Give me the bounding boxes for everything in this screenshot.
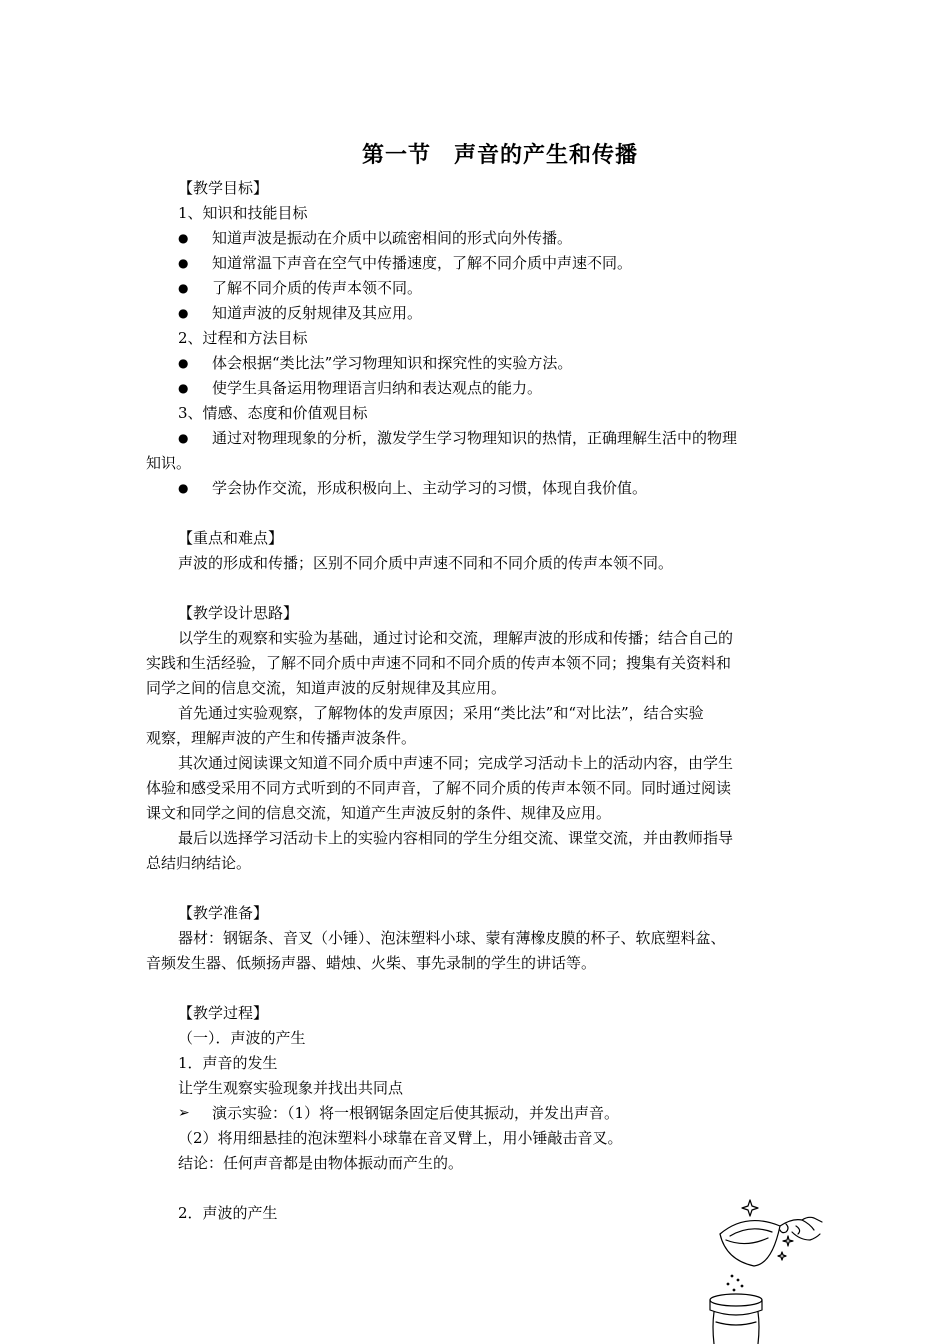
process-objectives-heading: 2、过程和方法目标 (178, 329, 308, 347)
emotion-item-2: 学会协作交流，形成积极向上、主动学习的习惯，体现自我价值。 (212, 479, 648, 497)
process-sub-2: 2．声波的产生 (178, 1204, 278, 1222)
arrow-bullet-icon: ➢ (178, 1105, 190, 1121)
objectives-heading: 【教学目标】 (178, 179, 269, 197)
bullet-icon: ● (178, 306, 189, 320)
bullet-icon: ● (178, 481, 189, 495)
preparation-line-2: 音频发生器、低频扬声器、蜡烛、火柴、事先录制的学生的讲话等。 (146, 954, 597, 972)
bullet-icon: ● (178, 231, 189, 245)
bullet-icon: ● (178, 281, 189, 295)
design-heading: 【教学设计思路】 (178, 604, 299, 622)
emotion-item-1-line-1: 通过对物理现象的分析，激发学生学习物理知识的热情，正确理解生活中的物理 (212, 429, 738, 447)
process-heading: 【教学过程】 (178, 1004, 269, 1022)
preparation-heading: 【教学准备】 (178, 904, 269, 922)
design-p3-line-1: 其次通过阅读课文知道不同介质中声速不同；完成学习活动卡上的活动内容，由学生 (178, 754, 734, 772)
knowledge-item-3: 了解不同介质的传声本领不同。 (212, 279, 423, 297)
knowledge-objectives-heading: 1、知识和技能目标 (178, 204, 308, 222)
bullet-icon: ● (178, 256, 189, 270)
document-title: 第一节 声音的产生和传播 (361, 143, 638, 168)
process-observe: 让学生观察实验现象并找出共同点 (178, 1079, 404, 1097)
knowledge-item-2: 知道常温下声音在空气中传播速度，了解不同介质中声速不同。 (212, 254, 633, 272)
process-part-1: （一）．声波的产生 (178, 1029, 306, 1047)
design-p3-line-2: 体验和感受采用不同方式听到的不同声音，了解不同介质的传声本领不同。同时通过阅读 (146, 779, 732, 797)
design-p2-line-1: 首先通过实验观察，了解物体的发声原因；采用“类比法”和“对比法”，结合实验 (178, 704, 704, 722)
knowledge-item-1: 知道声波是振动在介质中以疏密相间的形式向外传播。 (212, 229, 573, 247)
emotion-item-1-line-2: 知识。 (146, 454, 192, 472)
design-p4-line-2: 总结归纳结论。 (146, 854, 252, 872)
knowledge-item-4: 知道声波的反射规律及其应用。 (212, 304, 423, 322)
key-points-heading: 【重点和难点】 (178, 529, 284, 547)
design-p3-line-3: 课文和同学之间的信息交流，知道产生声波反射的条件、规律及应用。 (146, 804, 612, 822)
design-p2-line-2: 观察，理解声波的产生和传播声波条件。 (146, 729, 417, 747)
process-demo-1: 演示实验：（1）将一根钢锯条固定后使其振动，并发出声音。 (212, 1104, 620, 1122)
process-conclusion: 结论：任何声音都是由物体振动而产生的。 (178, 1154, 464, 1172)
design-p1-line-1: 以学生的观察和实验为基础，通过讨论和交流，理解声波的形成和传播；结合自己的 (178, 629, 734, 647)
process-item-1: 体会根据“类比法”学习物理知识和探究性的实验方法。 (212, 354, 573, 372)
bullet-icon: ● (178, 356, 189, 370)
bullet-icon: ● (178, 381, 189, 395)
design-p1-line-3: 同学之间的信息交流，知道声波的反射规律及其应用。 (146, 679, 507, 697)
experiment-illustration (706, 1196, 836, 1344)
design-p4-line-1: 最后以选择学习活动卡上的实验内容相同的学生分组交流、课堂交流，并由教师指导 (178, 829, 734, 847)
key-points-text: 声波的形成和传播；区别不同介质中声速不同和不同介质的传声本领不同。 (178, 554, 674, 572)
emotion-objectives-heading: 3、情感、态度和价值观目标 (178, 404, 368, 422)
process-demo-2: （2）将用细悬挂的泡沫塑料小球靠在音叉臂上，用小锤敲击音叉。 (178, 1129, 623, 1147)
bullet-icon: ● (178, 431, 189, 445)
preparation-line-1: 器材：钢锯条、音叉（小锤）、泡沫塑料小球、蒙有薄橡皮膜的杯子、软底塑料盆、 (178, 929, 726, 947)
design-p1-line-2: 实践和生活经验，了解不同介质中声速不同和不同介质的传声本领不同；搜集有关资料和 (146, 654, 732, 672)
process-sub-1: 1．声音的发生 (178, 1054, 278, 1072)
process-item-2: 使学生具备运用物理语言归纳和表达观点的能力。 (212, 379, 543, 397)
